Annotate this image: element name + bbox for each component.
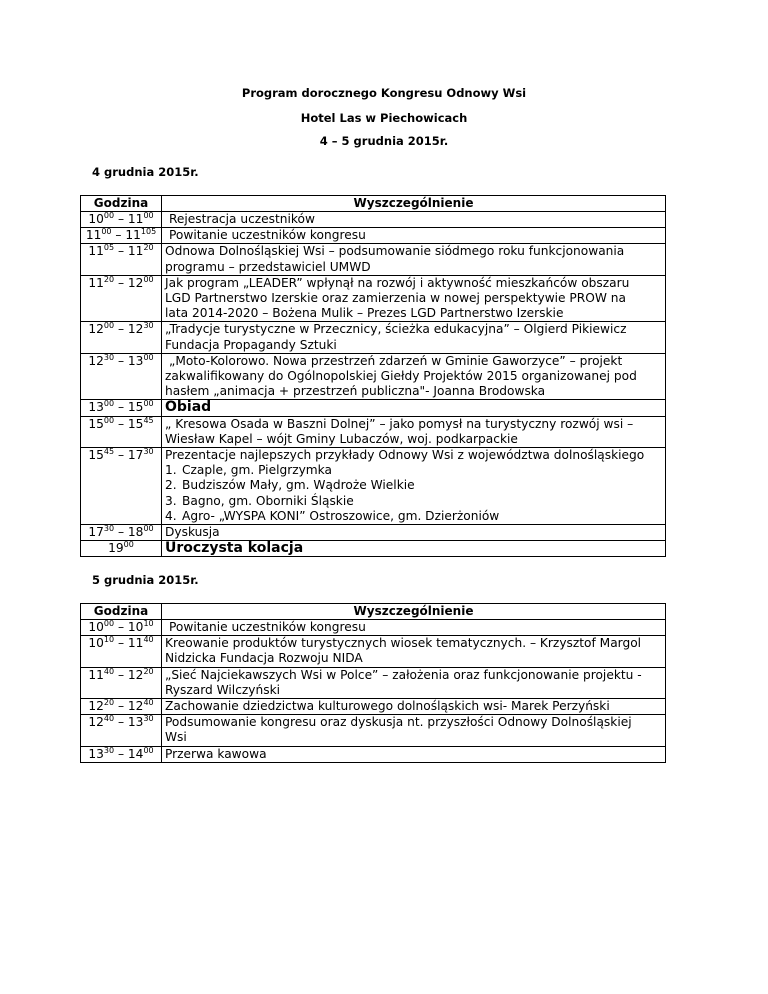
- table-row: [81, 715, 666, 746]
- time-cell: $12^{20} - 12^{40}$: [81, 699, 162, 715]
- description-cell: [162, 212, 666, 228]
- description-cell: [162, 448, 666, 525]
- time-cell: $19^{00}$: [81, 541, 162, 557]
- description-cell: [162, 620, 666, 636]
- table-row: [81, 746, 666, 762]
- time-cell: $11^{05} - 11^{20}$: [81, 244, 162, 275]
- time-cell: $11^{20} - 12^{00}$: [81, 275, 162, 322]
- description-line: Ryszard Wilczyński: [165, 682, 281, 697]
- description-cell: [162, 525, 666, 541]
- table-row: [81, 322, 666, 353]
- description-cell: [162, 228, 666, 244]
- description-line: Powitanie uczestników kongresu: [169, 228, 366, 243]
- description-line: LGD Partnerstwo Izerskie oraz zamierzenia w nowej perspektywie PROW na: [165, 291, 626, 306]
- description-cell: [162, 699, 666, 715]
- day1-heading: 4 grudnia 2015r.: [92, 165, 199, 179]
- description-cell: [162, 667, 666, 698]
- table-row: [81, 448, 666, 525]
- table-header-row: [81, 196, 666, 212]
- description-line: „ Kresowa Osada w Baszni Dolnej” – jako pomysł na turystyczny rozwój wsi –: [165, 416, 634, 431]
- description-line: Przerwa kawowa: [165, 746, 267, 761]
- description-line: „Tradycje turystyczne w Przecznicy, ścieżka edukacyjna” – Olgierd Pikiewicz: [165, 322, 627, 337]
- description-cell: [162, 416, 666, 447]
- table-row: [81, 275, 666, 322]
- time-cell: $15^{00} - 15^{45}$: [81, 416, 162, 447]
- time-cell: $15^{45} - 17^{30}$: [81, 448, 162, 525]
- time-cell: $17^{30} - 18^{00}$: [81, 525, 162, 541]
- description-line: Kreowanie produktów turystycznych wiosek tematycznych. – Krzysztof Margol: [165, 636, 642, 651]
- description-line: Odnowa Dolnośląskiej Wsi – podsumowanie siódmego roku funkcjonowania: [165, 244, 625, 259]
- time-cell: $10^{00} - 10^{10}$: [81, 620, 162, 636]
- time-cell: $13^{00} - 15^{00}$: [81, 400, 162, 416]
- day2-heading: 5 grudnia 2015r.: [92, 573, 199, 587]
- col-header-desc: Wyszczególnienie: [162, 604, 666, 620]
- table-row: [81, 667, 666, 698]
- col-header-time: Godzina: [81, 604, 162, 620]
- description-line: zakwalifikowany do Ogólnopolskiej Giełdy Projektów 2015 organizowanej pod: [165, 369, 637, 384]
- description-cell: [162, 715, 666, 746]
- description-cell: [162, 275, 666, 322]
- doc-dates: 4 – 5 grudnia 2015r.: [319, 134, 449, 148]
- list-item: 1. Czaple, gm. Pielgrzymka: [165, 463, 332, 478]
- description-line: „Moto-Kolorowo. Nowa przestrzeń zdarzeń w Gminie Gaworzyce” – projekt: [169, 353, 623, 368]
- day1-schedule-table: [80, 195, 666, 557]
- time-cell: $13^{30} - 14^{00}$: [81, 746, 162, 762]
- col-header-time: Godzina: [81, 196, 162, 212]
- description-line: Podsumowanie kongresu oraz dyskusja nt. przyszłości Odnowy Dolnośląskiej: [165, 715, 632, 730]
- description-cell: [162, 244, 666, 275]
- description-line: Obiad: [165, 399, 212, 416]
- description-cell: [162, 746, 666, 762]
- description-line: lata 2014-2020 – Bożena Mulik – Prezes LGD Partnerstwo Izerskie: [165, 306, 564, 321]
- table-row: [81, 400, 666, 416]
- table-row: [81, 244, 666, 275]
- doc-venue: Hotel Las w Piechowicach: [300, 111, 468, 125]
- col-header-desc: Wyszczególnienie: [162, 196, 666, 212]
- time-cell: $10^{10} - 11^{40}$: [81, 636, 162, 667]
- table-header-row: [81, 604, 666, 620]
- description-line: Prezentacje najlepszych przykłady Odnowy Wsi z województwa dolnośląskiego: [165, 448, 645, 463]
- time-cell: $11^{40} - 12^{20}$: [81, 667, 162, 698]
- table-row: [81, 212, 666, 228]
- description-line: hasłem „animacja + przestrzeń publiczna"- Joanna Brodowska: [165, 384, 546, 399]
- description-line: Wiesław Kapel – wójt Gminy Lubaczów, woj. podkarpackie: [165, 431, 518, 446]
- description-line: Jak program „LEADER” wpłynął na rozwój i aktywność mieszkańców obszaru: [165, 275, 630, 290]
- list-item: 2. Budziszów Mały, gm. Wądroże Wielkie: [165, 478, 415, 493]
- description-line: Dyskusja: [165, 525, 220, 540]
- day2-schedule-table: [80, 603, 666, 763]
- table-row: [81, 416, 666, 447]
- description-line: Fundacja Propagandy Sztuki: [165, 337, 337, 352]
- list-item: 4. Agro- „WYSPA KONI” Ostroszowice, gm. Dzierżoniów: [165, 508, 500, 523]
- description-line: Uroczysta kolacja: [165, 540, 304, 557]
- description-cell: [162, 541, 666, 557]
- description-line: „Sieć Najciekawszych Wsi w Polce” – założenia oraz funkcjonowanie projektu -: [165, 667, 642, 682]
- time-cell: $12^{40} - 13^{30}$: [81, 715, 162, 746]
- table-row: [81, 620, 666, 636]
- list-item: 3. Bagno, gm. Oborniki Śląskie: [165, 493, 354, 508]
- description-line: Zachowanie dziedzictwa kulturowego dolnośląskich wsi- Marek Perzyński: [165, 699, 610, 714]
- doc-title: Program dorocznego Kongresu Odnowy Wsi: [241, 86, 527, 100]
- description-cell: [162, 353, 666, 400]
- table-row: [81, 353, 666, 400]
- time-cell: $12^{00} - 12^{30}$: [81, 322, 162, 353]
- table-row: [81, 636, 666, 667]
- table-row: [81, 228, 666, 244]
- time-cell: $12^{30} - 13^{00}$: [81, 353, 162, 400]
- description-line: programu – przedstawiciel UMWD: [165, 259, 371, 274]
- description-cell: [162, 322, 666, 353]
- description-line: Wsi: [165, 730, 187, 745]
- time-cell: $10^{00} - 11^{00}$: [81, 212, 162, 228]
- table-row: [81, 525, 666, 541]
- description-line: Powitanie uczestników kongresu: [169, 620, 366, 634]
- description-cell: [162, 636, 666, 667]
- table-row: [81, 541, 666, 557]
- description-line: Rejestracja uczestników: [169, 212, 315, 226]
- table-row: [81, 699, 666, 715]
- description-line: Nidzicka Fundacja Rozwoju NIDA: [165, 651, 363, 666]
- time-cell: $11^{00} - 11^{105}$: [81, 228, 162, 244]
- description-cell: [162, 400, 666, 416]
